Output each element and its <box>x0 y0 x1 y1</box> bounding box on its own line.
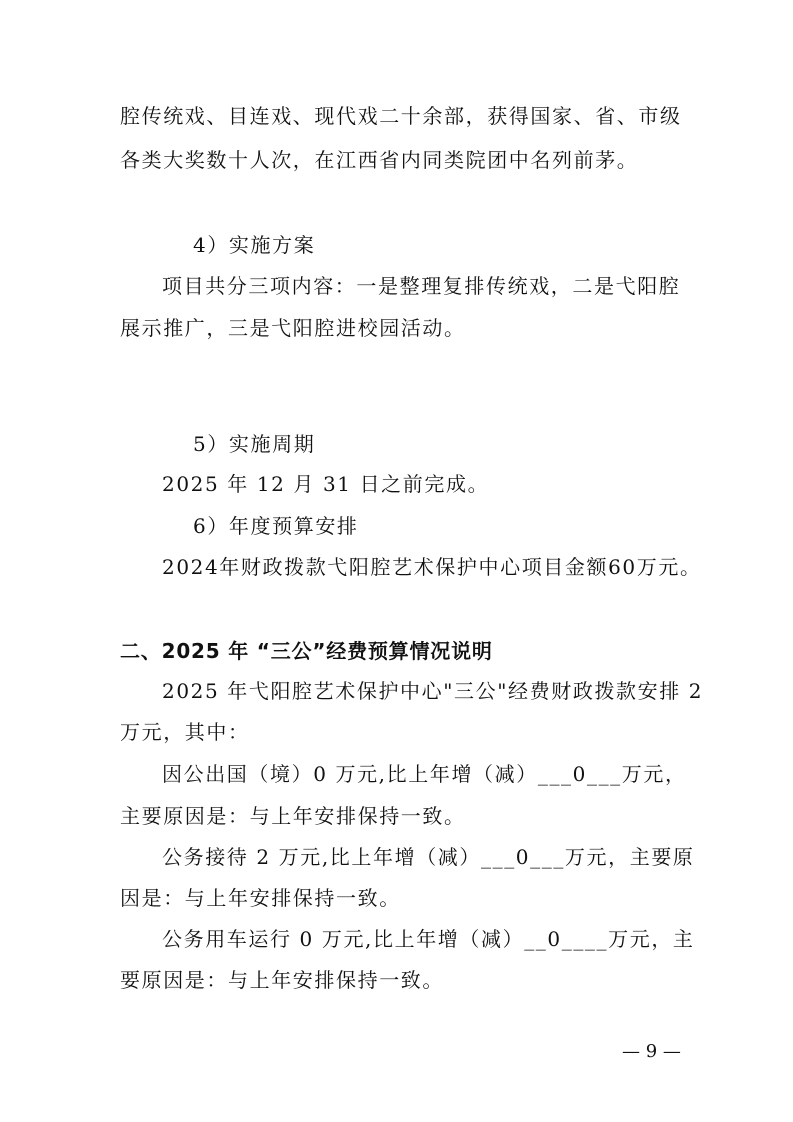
body-text-line: 要原因是：与上年安排保持一致。 <box>120 968 444 992</box>
body-text-line: 因是：与上年安排保持一致。 <box>120 886 401 910</box>
body-text-line: 2024年财政拨款弋阳腔艺术保护中心项目金额60万元。 <box>162 555 702 579</box>
section-heading: 二、2025 年 “三公”经费预算情况说明 <box>120 639 493 663</box>
body-text-line: 主要原因是：与上年安排保持一致。 <box>120 804 466 828</box>
subsection-heading: 4）实施方案 <box>193 233 316 257</box>
body-text-line: 展示推广，三是弋阳腔进校园活动。 <box>120 316 466 340</box>
body-text-line: 2025 年 12 月 31 日之前完成。 <box>162 472 490 496</box>
body-text-line: 2025 年弋阳腔艺术保护中心"三公"经费财政拨款安排 2 <box>162 679 704 703</box>
page-number: — 9 — <box>622 1041 681 1062</box>
body-text-line: 因公出国（境）0 万元,比上年增（减）___0___万元， <box>162 762 687 786</box>
subsection-heading: 5）实施周期 <box>193 432 316 456</box>
body-text-line: 万元，其中： <box>120 720 250 744</box>
subsection-heading: 6）年度预算安排 <box>193 514 359 538</box>
body-text-line: 公务用车运行 0 万元,比上年增（减）__0____万元，主 <box>162 927 695 951</box>
body-text-line: 公务接待 2 万元,比上年增（减）___0___万元，主要原 <box>162 845 695 869</box>
body-text-line: 项目共分三项内容：一是整理复排传统戏，二是弋阳腔 <box>162 274 681 298</box>
body-text-line: 各类大奖数十人次，在江西省内同类院团中名列前茅。 <box>120 148 639 172</box>
body-text-line: 腔传统戏、目连戏、现代戏二十余部，获得国家、省、市级 <box>120 104 682 128</box>
